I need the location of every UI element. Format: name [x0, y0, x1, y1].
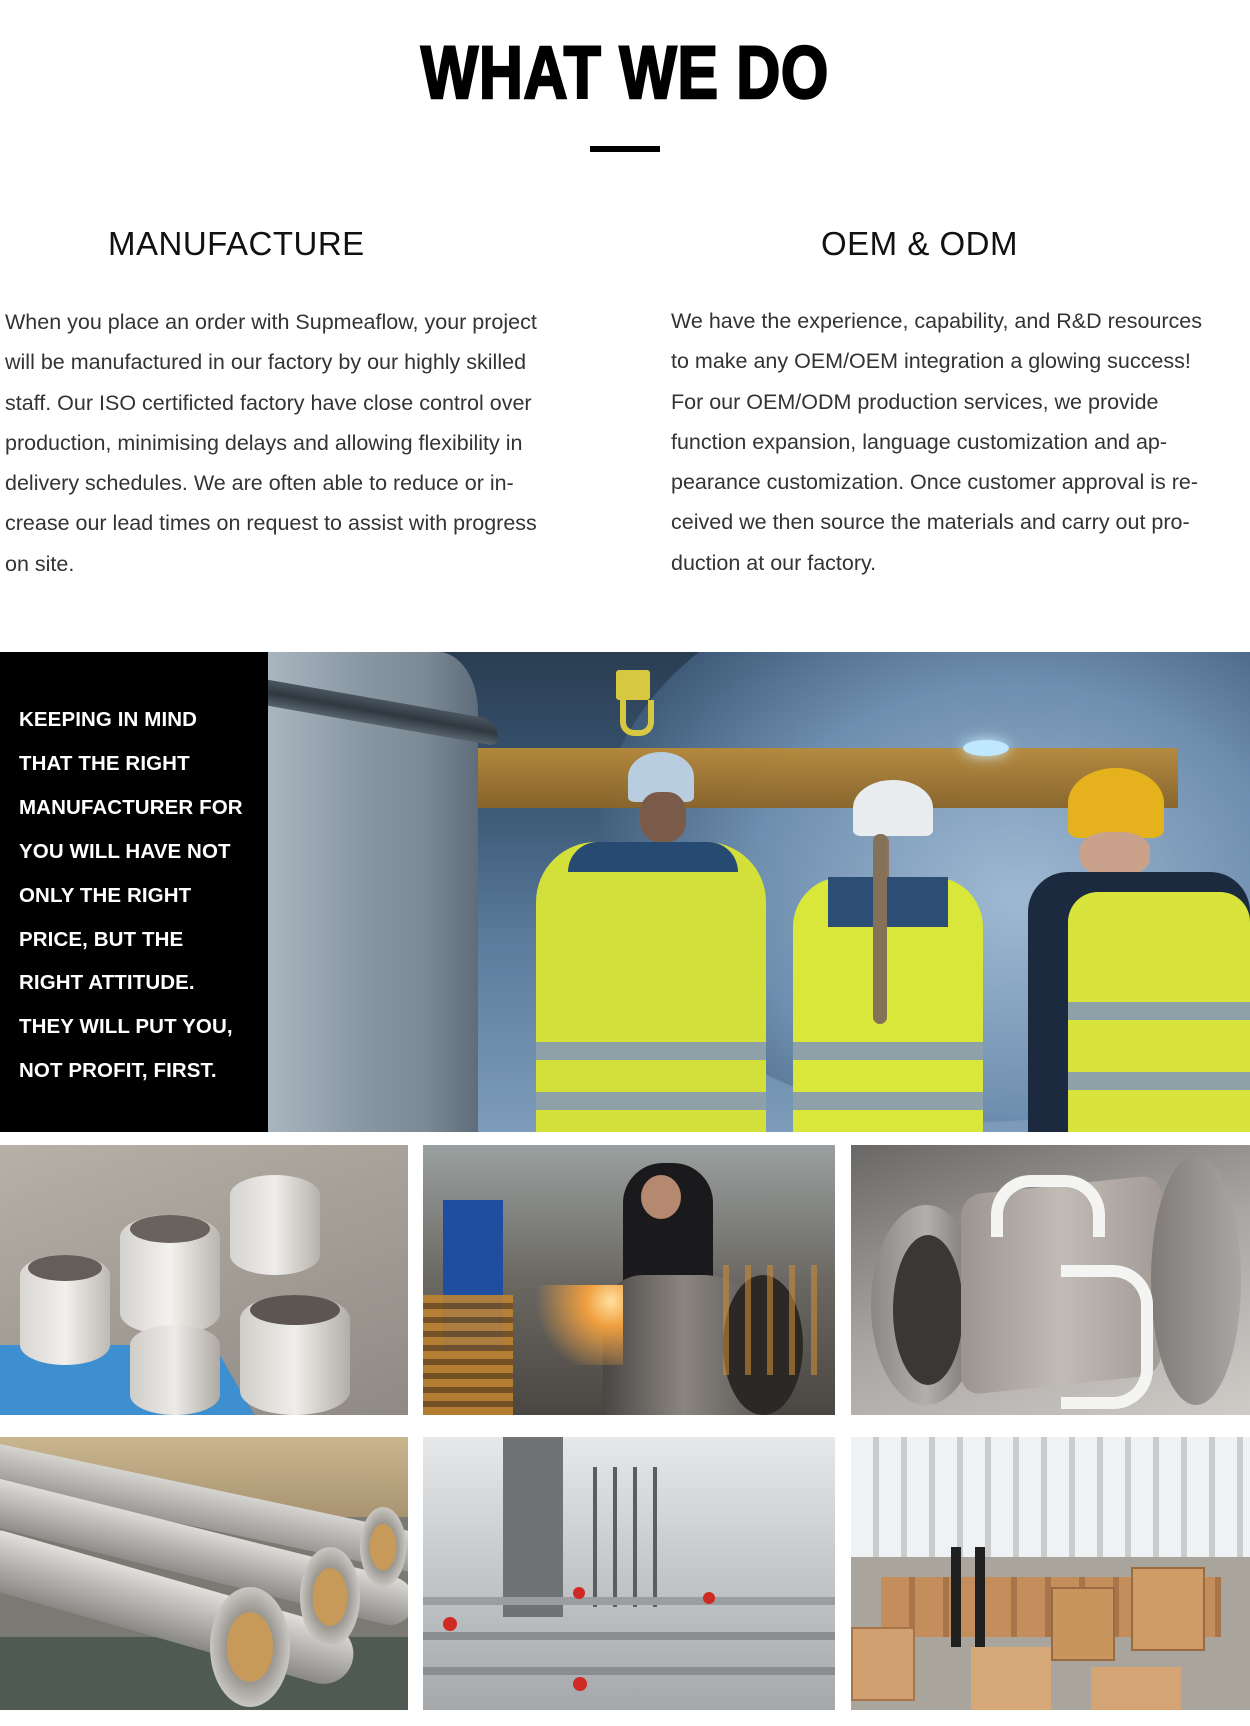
manufacture-line: production, minimising delays and allowing flexibility in: [5, 430, 523, 455]
manufacture-line: crease our lead times on request to assist with progress: [5, 511, 537, 536]
quote-line: KEEPING IN MIND: [19, 708, 198, 731]
quote-line: PRICE, BUT THE: [19, 927, 184, 951]
quote-line: THEY WILL PUT YOU,: [19, 1015, 233, 1039]
gallery-photo-crate-warehouse: [851, 1437, 1250, 1710]
page-title: WHAT WE DO: [420, 31, 830, 114]
manufacture-line: delivery schedules. We are often able to reduce or in-: [5, 471, 514, 496]
manufacture-heading: MANUFACTURE: [108, 225, 365, 262]
oem-odm-body: [671, 301, 1202, 583]
oem-odm-line: ceived we then source the materials and carry out pro-: [671, 510, 1190, 535]
quote-line: YOU WILL HAVE NOT: [19, 839, 231, 863]
oem-odm-line: duction at our factory.: [671, 550, 877, 575]
manufacture-line: will be manufactured in our factory by our highly skilled: [5, 350, 527, 375]
quote-line: MANUFACTURER FOR: [19, 795, 243, 819]
manufacture-body: [5, 302, 537, 584]
factory-banner: [0, 652, 1250, 1132]
manufacture-line: on site.: [5, 551, 75, 576]
oem-odm-line: pearance customization. Once customer approval is re-: [671, 470, 1198, 495]
workers-photo: [268, 652, 1250, 1132]
manufacture-line: When you place an order with Supmeaflow, your project: [5, 310, 537, 334]
quote-line: RIGHT ATTITUDE.: [19, 971, 195, 995]
quote-line: NOT PROFIT, FIRST.: [19, 1059, 217, 1083]
oem-odm-line: function expansion, language customization and ap-: [671, 429, 1168, 454]
oem-odm-line: to make any OEM/OEM integration a glowing success!: [671, 349, 1191, 374]
gallery-photo-stacked-pipes: [0, 1145, 408, 1415]
quote-line: ONLY THE RIGHT: [19, 883, 192, 907]
quote-line: THAT THE RIGHT: [19, 751, 190, 775]
gallery-photo-grinding-sparks: [423, 1145, 835, 1415]
oem-odm-heading: OEM & ODM: [821, 225, 1019, 262]
oem-odm-line: We have the experience, capability, and R&D resources: [671, 309, 1203, 333]
gallery-photo-steel-pipes: [0, 1437, 408, 1710]
oem-odm-line: For our OEM/ODM production services, we provide: [671, 389, 1159, 414]
manufacture-line: staff. Our ISO certificted factory have close control over: [5, 390, 532, 415]
gallery-photo-flowmeter-coils: [851, 1145, 1250, 1415]
gallery-photo-calibration-rig: [423, 1437, 835, 1710]
banner-quote-panel: [0, 652, 268, 1132]
title-divider: [590, 146, 660, 152]
